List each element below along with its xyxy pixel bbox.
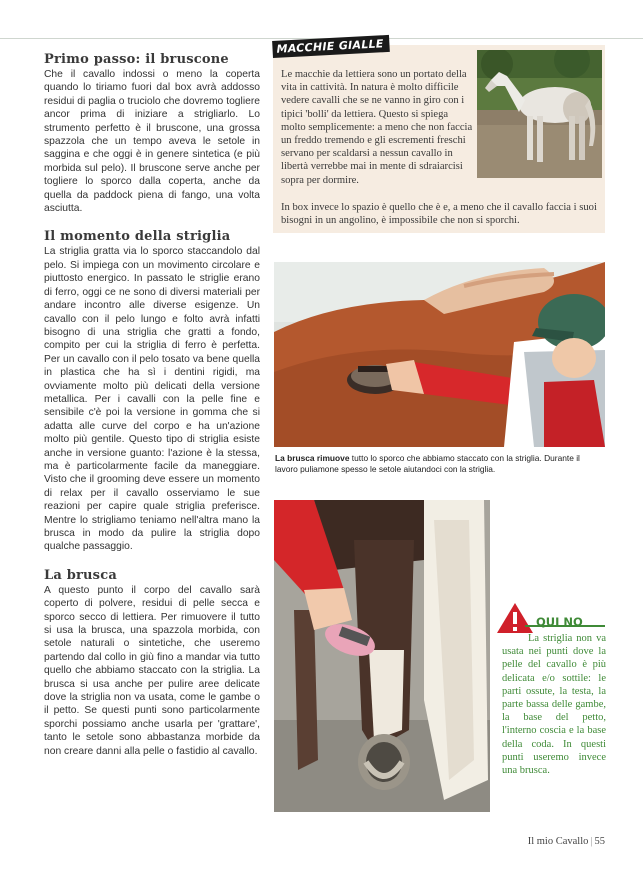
article-column — [44, 52, 260, 772]
caption-text: tutto lo sporco che abbiamo staccato con la striglia. Durante il lavoro puliamone spesso le setole aiutandoci con la striglia. — [275, 453, 580, 474]
caption-bold: La brusca rimuove — [275, 453, 350, 463]
warning-text: La striglia non va usata nei punti dove la pelle del cavallo è più delicata e/o sottile: le parti ossute, la testa, la parte bassa delle gambe, la base del petto, l'interno coscia e la base della coda. In questi punti useremo invece una brusca. — [502, 633, 606, 777]
leg-brushing-photo — [274, 500, 490, 812]
section-title: La brusca — [44, 567, 117, 583]
box-label: MACCHIE GIALLE — [272, 35, 390, 58]
white-horse-photo — [477, 50, 602, 178]
page-number: 55 — [594, 836, 605, 847]
footer-separator: | — [590, 836, 593, 847]
page-footer — [528, 836, 605, 847]
section-title: Primo passo: il bruscone — [44, 52, 229, 67]
photo-caption — [275, 453, 605, 475]
section-body: Che il cavallo indossi o meno la coperta quando lo tiriamo fuori dal box avrà addosso residui di paglia o truciolo che dovremo togliere ancor prima di iniziare a strigliarlo. Lo strumento perfetto è il bruscone, una grossa spazzola che un tempo aveva le setole in saggina e che oggi è in genere sintetica (e più morbida sul pelo). Il bruscone serve anche per togliere lo sporco dalla coperta, anche da quella da paddock piena di fango, una volta asciutta. — [44, 69, 260, 215]
section-bruscone — [44, 52, 260, 215]
section-title: Il momento della striglia — [44, 229, 231, 245]
magazine-name: Il mio Cavallo — [527, 836, 589, 847]
section-body: La striglia gratta via lo sporco staccandolo dal pelo. Si impiega con un movimento circolare e piuttosto energico. In passato le striglie erano di ferro, oggi ce ne sono di diversi materiali per andare incontro alle diverse esigenze. Un cavallo con il pelo lungo e folto avrà infatti bisogno di una striglia che gratti a fondo, compito per cui la striglia di ferro è perfetta. Per un cavallo con il pelo tosato va bene quella in plastica che ha sì i dentini rigidi, ma ovviamente molto più delicati della versione metallica. Per i cavalli con la pelle fine e sensibile c'è poi la versione in gomma che si adatta alle curve del corpo e ha un'azione molto più gentile. Questo tipo di striglia esiste anche in versione guanto: l'azione è la stessa, ma è particolarmente facile da maneggiare. Visto che il grooming deve essere un momento di relax per il cavallo osserviamo le sue reazioni per capire quale striglia preferisce. Mentre lo strigliamo teniamo nell'altra mano la brusca in modo da pulire la striglia dopo qualche passaggio. — [44, 246, 260, 553]
box-text-paragraph-2: In box invece lo spazio è quello che è e, a meno che il cavallo faccia i suoi bisogni in un angolino, è impossibile che non si sporchi. — [281, 202, 597, 227]
warning-title: QUI NO — [536, 615, 583, 629]
section-brusca — [44, 568, 260, 758]
section-body: A questo punto il corpo del cavallo sarà coperto di polvere, residui di pelle secca e sporco secco di lettiera. Per rimuovere il tutto si usa la brusca, una spazzola morbida, con setole naturali o sintetiche, che useremo partendo dal collo in giù fino a mandar via tutto quello che abbiamo staccato con la striglia. La brusca si usa anche per pulire aree delicate dove la striglia non va usata, come le gambe o il petto. Se questi punti sono particolarmente sporchi possiamo anche usarla per 'grattare', tanto le setole sono abbastanza morbide da non creare danni alla pelle o fastidio al cavallo. — [44, 584, 260, 757]
section-striglia — [44, 229, 260, 553]
grooming-brush-photo — [274, 262, 605, 447]
box-text-paragraph: Le macchie da lettiera sono un portato della vita in cattività. In natura è molto difficile vedere cavalli che se ne vanno in giro con i tipici 'bolli' da lettiera. Questo si spiega molto semplicemente: a meno che non faccia un freddo tremendo e gli escrementi freschi servano per scaldarsi a nessun cavallo in libertà verrebbe mai in mente di sdraiarcisi sopra per dormire. — [281, 69, 473, 186]
